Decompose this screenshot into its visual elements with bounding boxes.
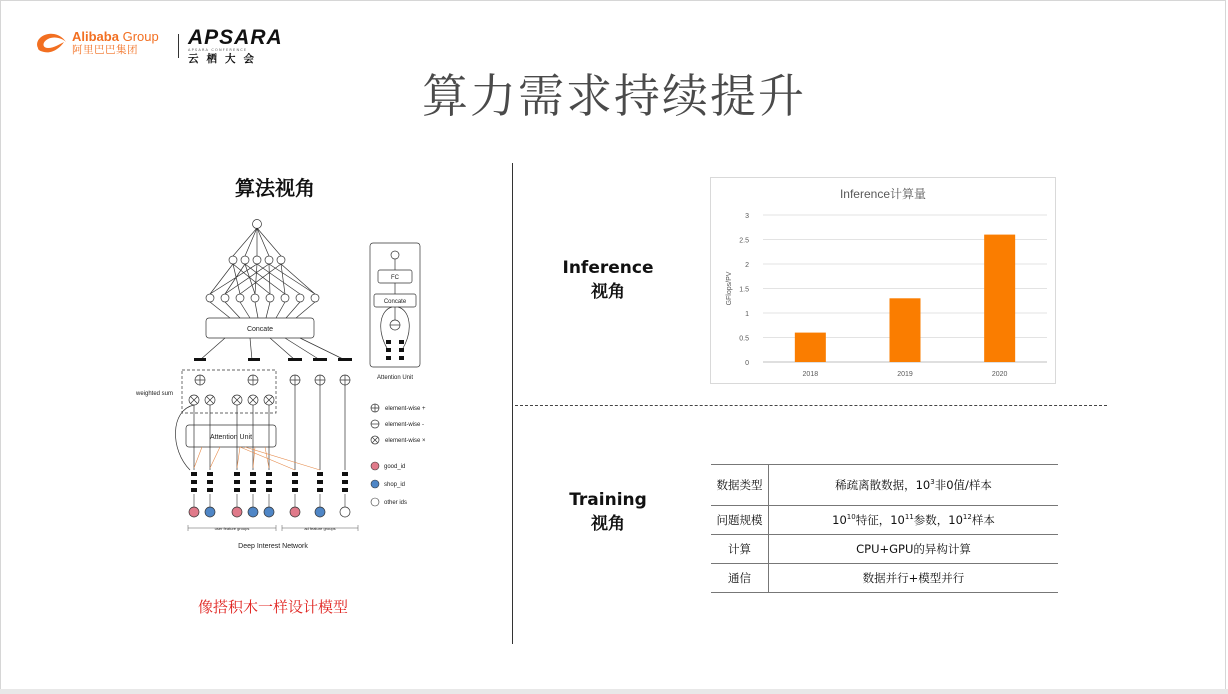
table-key-cell: 计算 [711,535,769,564]
inference-perspective-label [548,256,668,304]
legend-plus: element-wise + [385,406,426,412]
y-tick-label: 1 [745,311,749,318]
slide-title: 算力需求持续提升 [422,69,806,123]
ad-feature-groups-label: ad feature groups [304,526,336,531]
value-text: 数据并行+模型并行 [862,571,965,585]
apsara-subtitle: APSARA CONFERENCE [188,48,248,52]
legend-good-id: good_id [384,464,406,470]
training-table [711,464,1058,593]
inference-chart-svg [711,178,1055,383]
table-row [711,506,1058,535]
value-text: 特征，10 [855,513,905,527]
attention-unit-title: Attention Unit [376,375,414,381]
algorithm-heading: 算法视角 [235,176,315,200]
value-text: 非0值/样本 [934,478,992,492]
apsara-cn-text: 云栖大会 [188,53,262,65]
network-name-label: Deep Interest Network [238,543,308,550]
bar-2018 [795,333,826,362]
table-key-cell: 通信 [711,564,769,593]
value-text: 样本 [971,513,995,527]
y-tick-label: 2.5 [739,237,749,245]
value-text: 参数，10 [913,513,963,527]
exponent: 10 [846,513,856,522]
exponent: 3 [930,478,935,487]
building-blocks-caption: 像搭积木一样设计模型 [197,598,348,616]
table-key-cell: 问题规模 [711,506,769,535]
alibaba-logo [34,30,159,56]
table-value-cell [769,535,1059,564]
weighted-sum-label: weighted sum [136,391,174,397]
training-label-line1: Training [569,490,647,510]
concate-label: Concate [246,326,274,333]
chart-title: Inference计算量 [839,187,927,201]
x-tick-label: 2018 [802,371,819,378]
table-key-cell: 数据类型 [711,465,769,506]
inference-label-line2: 视角 [591,282,625,302]
user-feature-groups-label: user feature groups [214,526,250,531]
alibaba-mark-icon [34,30,68,56]
legend-other-ids: other ids [384,500,408,506]
inference-label-line1: Inference [562,258,654,278]
attention-unit-label: Attention Unit [209,434,253,441]
value-text: 稀疏离散数据，10 [835,478,931,492]
inset-concate-label: Concate [383,299,407,305]
table-value-cell [769,564,1059,593]
inference-chart [710,177,1056,384]
legend-shop-id: shop_id [384,482,406,488]
y-axis-label: GFlops/PV [726,271,733,306]
table-row [711,564,1058,593]
y-tick-label: 1.5 [739,286,749,294]
dashed-divider [515,405,1107,406]
alibaba-group-text: Alibaba Group [72,29,159,44]
table-row [711,535,1058,564]
bar-2020 [984,235,1015,362]
y-tick-label: 2 [745,262,749,269]
apsara-wordmark: APSARA [188,26,283,49]
x-tick-label: 2020 [991,371,1008,378]
logo-divider [178,34,179,58]
x-tick-label: 2019 [897,371,913,378]
training-label-line2: 视角 [591,514,625,534]
vertical-divider [512,163,513,644]
exponent: 11 [904,513,914,522]
value-text: CPU+GPU的异构计算 [856,542,971,556]
legend-minus: element-wise - [385,422,425,428]
legend-times: element-wise × [385,438,426,444]
table-row [711,465,1058,506]
bottom-bar [0,689,1228,694]
deep-interest-network-diagram [130,210,430,555]
alibaba-cn-text: 阿里巴巴集团 [72,44,138,56]
bar-2019 [890,298,921,362]
exponent: 12 [962,513,972,522]
y-tick-label: 0 [745,360,749,367]
training-perspective-label [548,488,668,536]
value-text: 10 [832,513,847,527]
y-tick-label: 0.5 [739,335,749,343]
fc-label: FC [391,275,399,281]
table-value-cell [769,465,1059,506]
y-tick-label: 3 [745,213,749,220]
table-value-cell [769,506,1059,535]
